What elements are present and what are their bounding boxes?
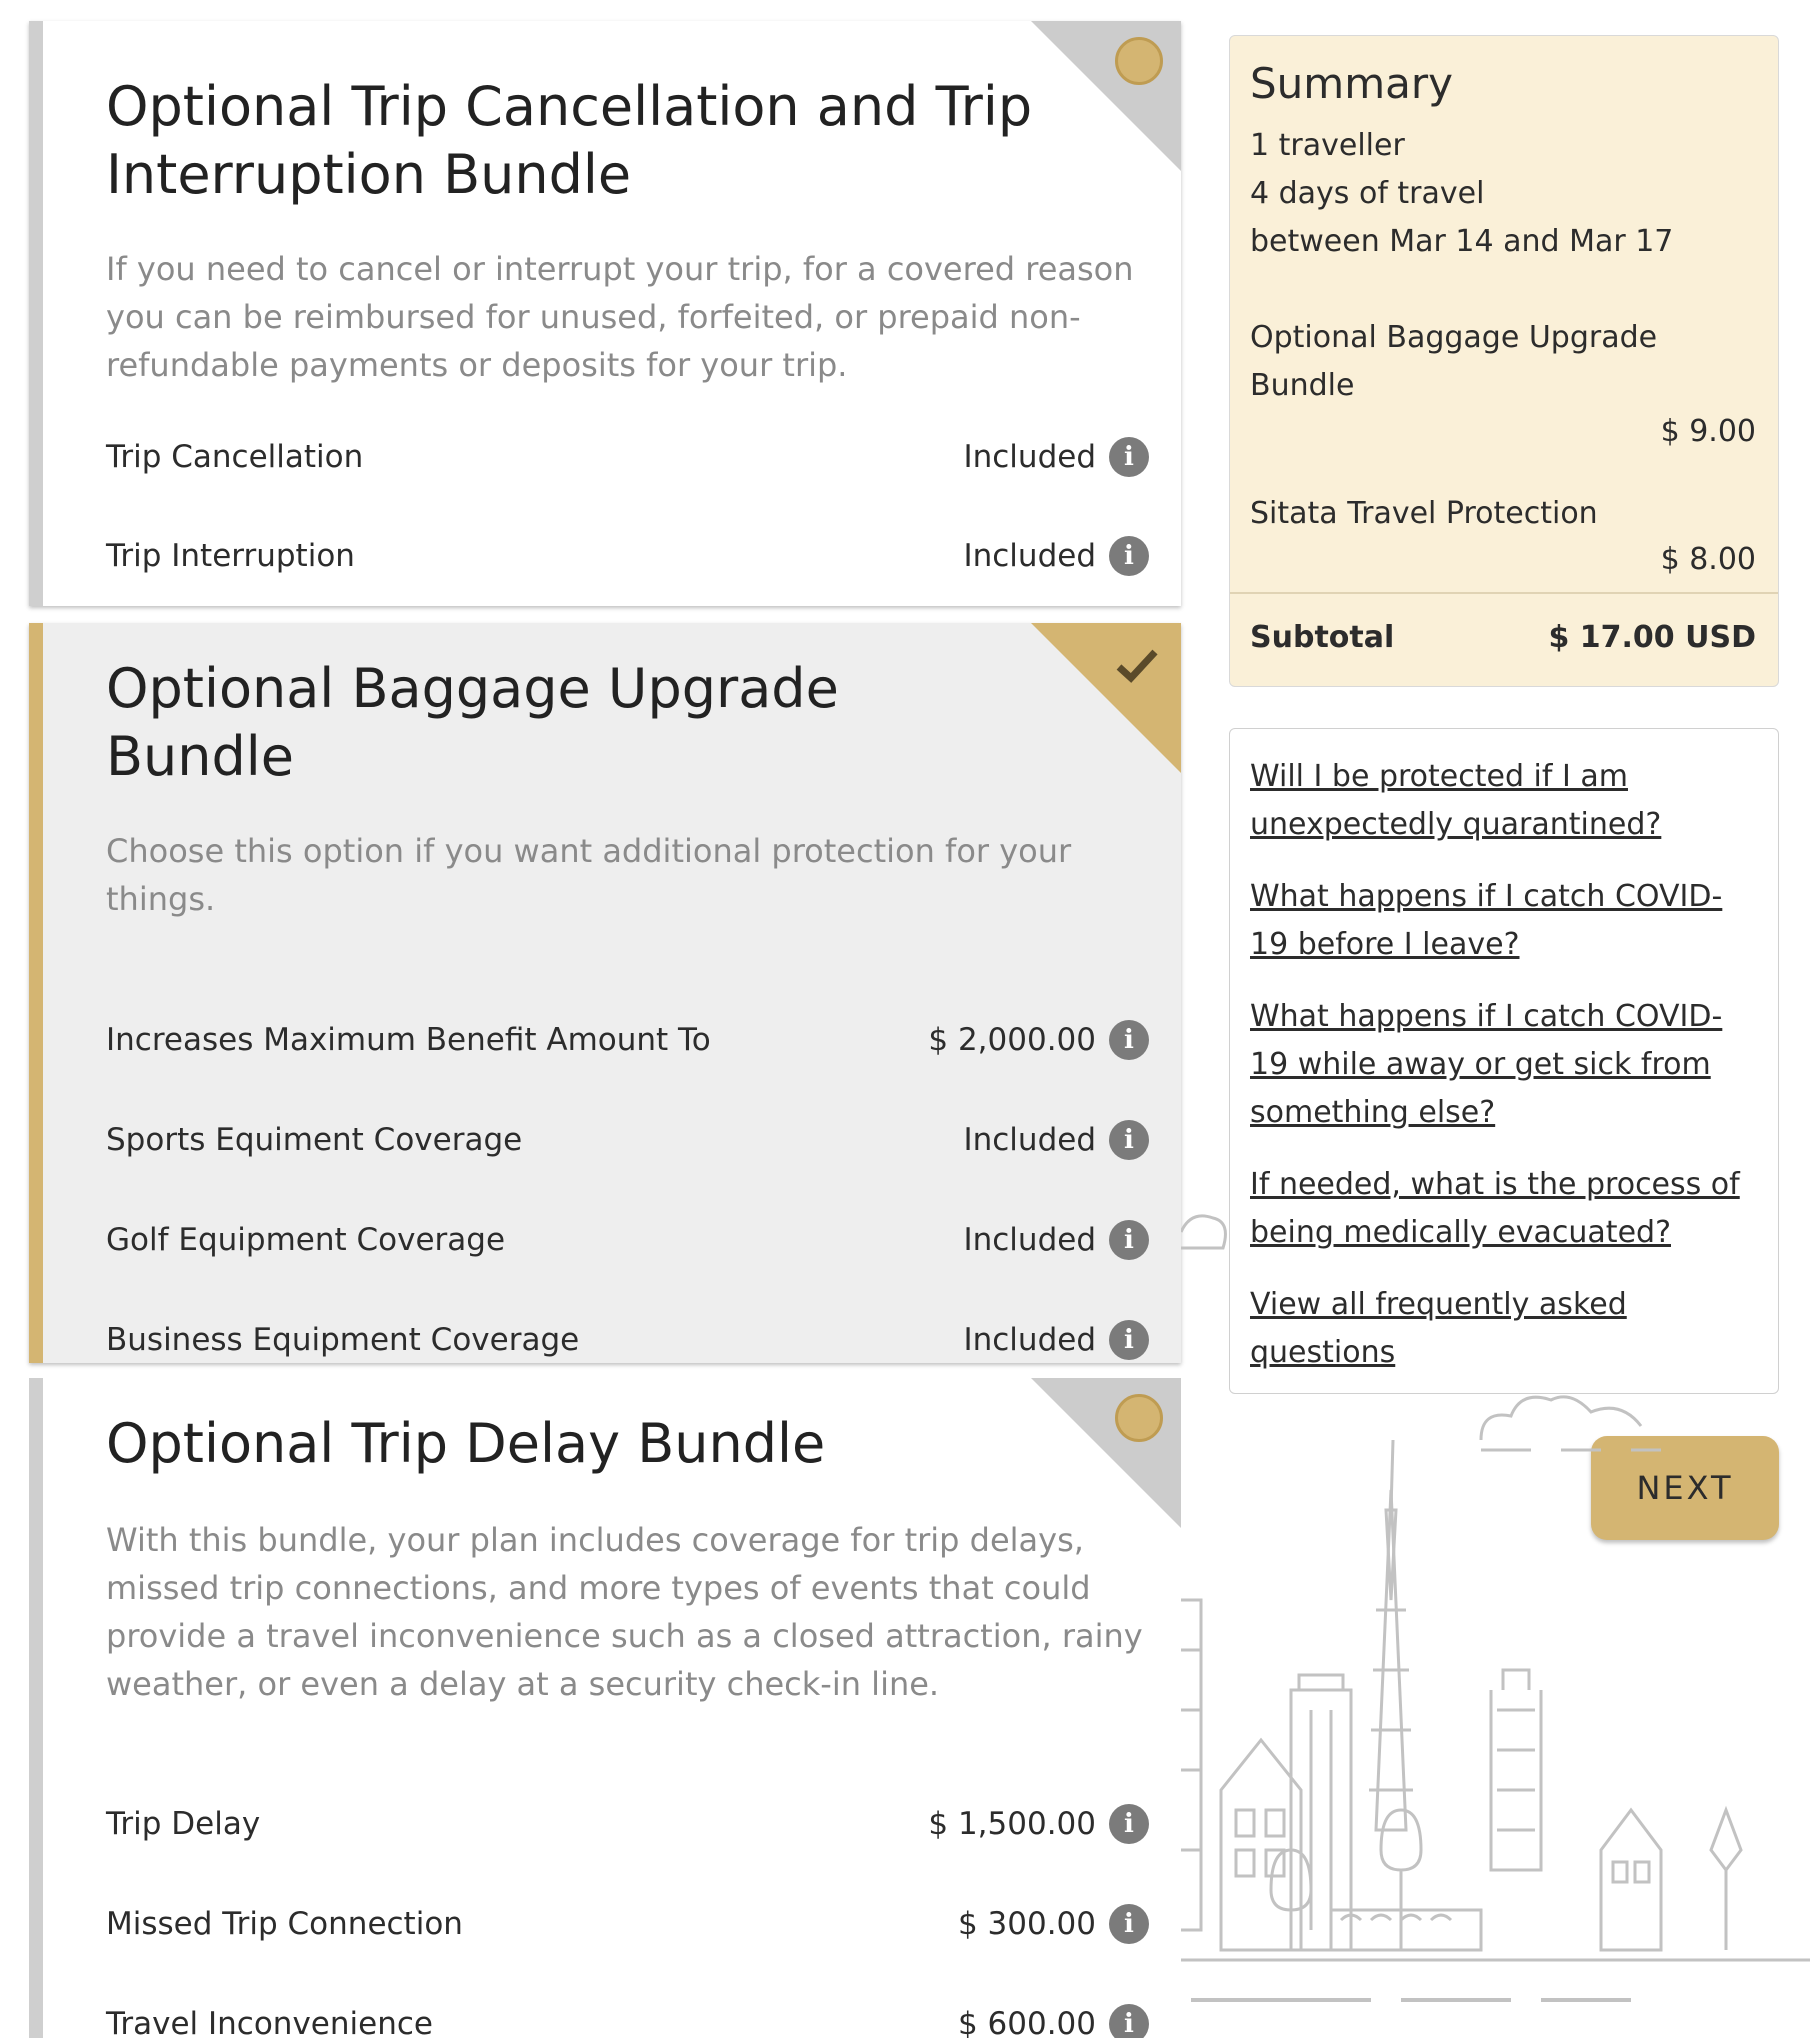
coverage-value: $ 1,500.00	[928, 1806, 1096, 1842]
coverage-label: Trip Interruption	[106, 538, 355, 574]
info-icon[interactable]: i	[1109, 1904, 1149, 1944]
info-icon[interactable]: i	[1109, 437, 1149, 477]
city-skyline-illustration	[1181, 1150, 1810, 2028]
bundle-description: Choose this option if you want additional protection for your things.	[106, 832, 1072, 918]
summary-item-price: $ 8.00	[1660, 542, 1756, 577]
bundle-card-trip-delay[interactable]	[29, 1378, 1181, 2038]
info-icon[interactable]: i	[1109, 1120, 1149, 1160]
coverage-label: Increases Maximum Benefit Amount To	[106, 1022, 711, 1058]
info-icon[interactable]: i	[1109, 1320, 1149, 1360]
coverage-label: Trip Cancellation	[106, 439, 364, 475]
coverage-value: Included	[963, 1222, 1096, 1258]
faq-link[interactable]: If needed, what is the process of being medically evacuated?	[1250, 1167, 1740, 1250]
bundle-card-trip-cancellation[interactable]	[29, 21, 1181, 606]
info-icon[interactable]: i	[1109, 2004, 1149, 2038]
bundle-description: With this bundle, your plan includes coverage for trip delays, missed trip connections, and more types of events that could provide a travel inconvenience such as a closed attraction, rainy weather, or even a delay at a security check-in line.	[106, 1521, 1143, 1703]
bundle-card-baggage-upgrade[interactable]	[29, 623, 1181, 1363]
next-button[interactable]: NEXT	[1591, 1436, 1779, 1540]
coverage-row	[106, 1112, 1149, 1168]
coverage-value: Included	[963, 538, 1096, 574]
coverage-row	[106, 1212, 1149, 1268]
coverage-value: $ 2,000.00	[928, 1022, 1096, 1058]
bundle-title: Optional Trip Cancellation and Trip Interruption Bundle	[106, 75, 1033, 206]
coverage-label: Golf Equipment Coverage	[106, 1222, 506, 1258]
coverage-row	[106, 528, 1149, 584]
bundle-title: Optional Baggage Upgrade Bundle	[106, 657, 839, 788]
summary-dates: between Mar 14 and Mar 17	[1250, 224, 1674, 259]
faq-link[interactable]: Will I be protected if I am unexpectedly quarantined?	[1250, 759, 1662, 842]
info-icon[interactable]: i	[1109, 536, 1149, 576]
coverage-value: Included	[963, 1122, 1096, 1158]
bundle-title: Optional Trip Delay Bundle	[106, 1412, 826, 1475]
subtotal-value: $ 17.00 USD	[1548, 620, 1756, 655]
info-icon[interactable]: i	[1109, 1020, 1149, 1060]
faq-link[interactable]: What happens if I catch COVID-19 while away or get sick from something else?	[1250, 999, 1723, 1130]
summary-item-price: $ 9.00	[1660, 414, 1756, 449]
radio-icon[interactable]	[1115, 37, 1163, 85]
coverage-value: $ 600.00	[957, 2006, 1096, 2038]
coverage-row	[106, 429, 1149, 485]
summary-item-name: Sitata Travel Protection	[1250, 496, 1598, 531]
coverage-value: Included	[963, 439, 1096, 475]
coverage-row	[106, 1896, 1149, 1952]
coverage-label: Missed Trip Connection	[106, 1906, 463, 1942]
coverage-value: Included	[963, 1322, 1096, 1358]
summary-panel	[1229, 35, 1779, 687]
coverage-row	[106, 1012, 1149, 1068]
coverage-label: Trip Delay	[106, 1806, 261, 1842]
faq-link[interactable]: View all frequently asked questions	[1250, 1287, 1627, 1370]
coverage-label: Sports Equiment Coverage	[106, 1122, 523, 1158]
summary-days: 4 days of travel	[1250, 176, 1485, 211]
summary-item-name: Optional Baggage Upgrade Bundle	[1250, 320, 1658, 403]
faq-link[interactable]: What happens if I catch COVID-19 before I leave?	[1250, 879, 1723, 962]
info-icon[interactable]: i	[1109, 1804, 1149, 1844]
radio-icon[interactable]	[1115, 1394, 1163, 1442]
coverage-label: Business Equipment Coverage	[106, 1322, 580, 1358]
coverage-row	[106, 1796, 1149, 1852]
coverage-label: Travel Inconvenience	[106, 2006, 433, 2038]
summary-divider	[1230, 592, 1778, 594]
bundle-description: If you need to cancel or interrupt your trip, for a covered reason you can be reimbursed for unused, forfeited, or prepaid non-refundable payments or deposits for your trip.	[106, 250, 1134, 384]
coverage-row	[106, 1312, 1149, 1363]
subtotal-label: Subtotal	[1250, 620, 1395, 655]
summary-travellers: 1 traveller	[1250, 128, 1405, 163]
summary-title: Summary	[1250, 59, 1453, 108]
info-icon[interactable]: i	[1109, 1220, 1149, 1260]
coverage-row	[106, 1996, 1149, 2038]
check-icon[interactable]	[1115, 645, 1159, 685]
coverage-value: $ 300.00	[957, 1906, 1096, 1942]
